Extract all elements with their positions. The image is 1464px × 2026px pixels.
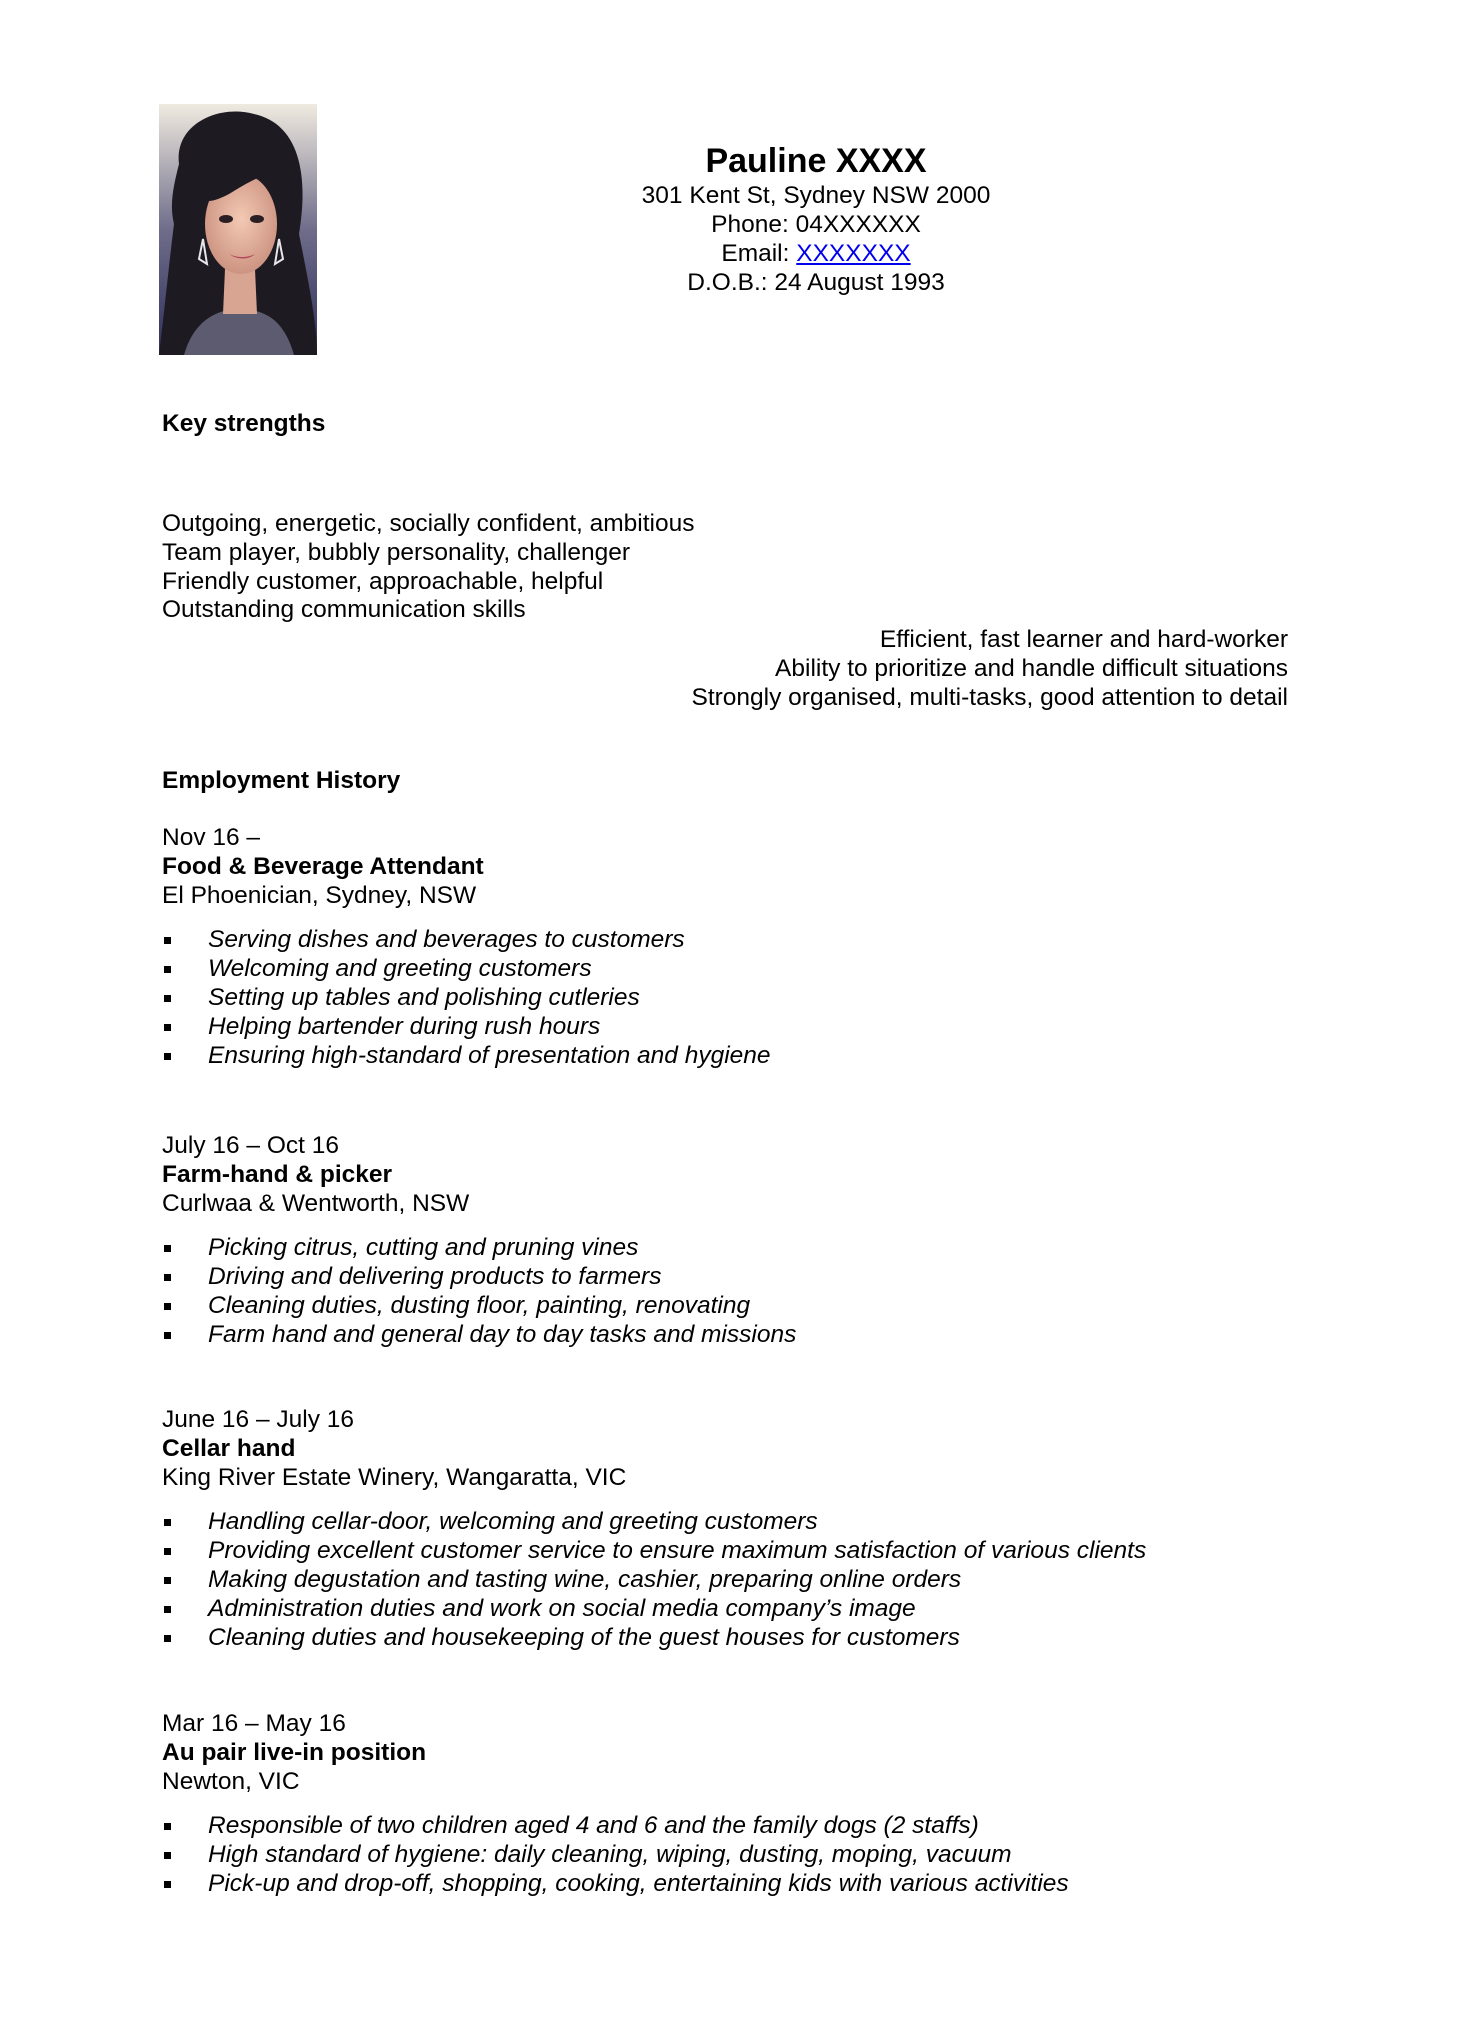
bullet-icon: [164, 937, 171, 944]
job-dates: June 16 – July 16: [162, 1406, 355, 1433]
duty-text: Helping bartender during rush hours: [208, 1012, 601, 1040]
bullet-icon: [164, 966, 171, 973]
strength-item: Outstanding communication skills: [162, 596, 526, 624]
email: [500, 240, 1132, 269]
strength-item: Strongly organised, multi-tasks, good attention to detail: [691, 683, 1288, 711]
duty-text: Picking citrus, cutting and pruning vines: [208, 1234, 639, 1262]
contact-header: [500, 140, 1132, 298]
job-title: Food & Beverage Attendant: [162, 852, 484, 880]
address: 301 Kent St, Sydney NSW 2000: [641, 182, 991, 209]
duty-text: High standard of hygiene: daily cleaning, wiping, dusting, moping, vacuum: [208, 1841, 1012, 1869]
duty-text: Ensuring high-standard of presentation and hygiene: [208, 1041, 771, 1069]
employment-history-heading: Employment History: [162, 767, 401, 794]
strength-item: Outgoing, energetic, socially confident, ambitious: [162, 510, 695, 537]
duty-item: [162, 955, 1282, 984]
job-dates: Nov 16 –: [162, 824, 261, 851]
duty-text: Responsible of two children aged 4 and 6 and the family dogs (2 staffs): [208, 1812, 979, 1840]
profile-photo: [159, 104, 317, 355]
bullet-icon: [164, 1245, 171, 1252]
key-strengths-heading: Key strengths: [162, 410, 326, 437]
job-title: Au pair live-in position: [162, 1738, 427, 1766]
bullet-icon: [164, 1852, 171, 1859]
duty-text: Cleaning duties, dusting floor, painting, renovating: [208, 1291, 751, 1319]
duty-item: [162, 926, 1282, 955]
bullet-icon: [164, 1274, 171, 1281]
job-entry: [162, 1710, 1282, 1899]
job-entry: [162, 1132, 1282, 1350]
strengths-right-list: [488, 626, 1288, 712]
date-of-birth: D.O.B.: 24 August 1993: [687, 269, 945, 296]
duty-item: [162, 1595, 1282, 1624]
email-link[interactable]: XXXXXXX: [796, 240, 911, 267]
job-location: King River Estate Winery, Wangaratta, VIC: [162, 1463, 627, 1491]
bullet-icon: [164, 1881, 171, 1888]
strength-item: Team player, bubbly personality, challenger: [162, 538, 631, 566]
duty-text: Making degustation and tasting wine, cashier, preparing online orders: [208, 1565, 962, 1593]
bullet-icon: [164, 1303, 171, 1310]
job-location: Newton, VIC: [162, 1767, 300, 1795]
job-duties: [162, 1508, 1282, 1652]
job-location: Curlwaa & Wentworth, NSW: [162, 1189, 470, 1217]
duty-item: [162, 1013, 1282, 1042]
bullet-icon: [164, 1519, 171, 1526]
duty-item: [162, 1841, 1282, 1870]
bullet-icon: [164, 1053, 171, 1060]
job-dates: July 16 – Oct 16: [162, 1132, 340, 1159]
email-label: Email:: [721, 240, 797, 267]
job-title: Cellar hand: [162, 1434, 296, 1462]
bullet-icon: [164, 1024, 171, 1031]
duty-item: [162, 1566, 1282, 1595]
bullet-icon: [164, 1606, 171, 1613]
bullet-icon: [164, 1548, 171, 1555]
bullet-icon: [164, 1332, 171, 1339]
job-location: El Phoenician, Sydney, NSW: [162, 881, 477, 909]
duty-item: [162, 1508, 1282, 1537]
duty-text: Providing excellent customer service to ensure maximum satisfaction of various clients: [208, 1537, 1147, 1565]
duty-item: [162, 984, 1282, 1013]
duty-text: Administration duties and work on social media company’s image: [208, 1594, 916, 1622]
strengths-left-list: [162, 510, 862, 625]
duty-text: Serving dishes and beverages to customers: [208, 926, 685, 954]
duty-text: Driving and delivering products to farmers: [208, 1263, 662, 1291]
duty-item: [162, 1321, 1282, 1350]
job-duties: [162, 1812, 1282, 1898]
duty-item: [162, 1812, 1282, 1841]
strength-item: Friendly customer, approachable, helpful: [162, 567, 604, 595]
duty-item: [162, 1042, 1282, 1071]
job-duties: [162, 1234, 1282, 1349]
bullet-icon: [164, 995, 171, 1002]
bullet-icon: [164, 1635, 171, 1642]
bullet-icon: [164, 1577, 171, 1584]
job-duties: [162, 926, 1282, 1070]
duty-item: [162, 1263, 1282, 1292]
strength-item: Efficient, fast learner and hard-worker: [879, 626, 1288, 653]
duty-text: Pick-up and drop-off, shopping, cooking, entertaining kids with various activities: [208, 1869, 1069, 1897]
strength-item: Ability to prioritize and handle difficult situations: [775, 654, 1288, 682]
duty-text: Handling cellar-door, welcoming and greeting customers: [208, 1508, 818, 1536]
phone: Phone: 04XXXXXX: [711, 211, 921, 238]
job-entry: [162, 824, 1282, 1070]
job-entry: [162, 1406, 1282, 1652]
candidate-name: Pauline XXXX: [705, 142, 927, 180]
duty-item: [162, 1624, 1282, 1653]
duty-text: Welcoming and greeting customers: [208, 955, 592, 983]
duty-item: [162, 1292, 1282, 1321]
job-title: Farm-hand & picker: [162, 1160, 393, 1188]
duty-item: [162, 1234, 1282, 1263]
duty-text: Cleaning duties and housekeeping of the guest houses for customers: [208, 1623, 960, 1651]
duty-text: Farm hand and general day to day tasks and missions: [208, 1320, 797, 1348]
duty-item: [162, 1537, 1282, 1566]
bullet-icon: [164, 1823, 171, 1830]
job-dates: Mar 16 – May 16: [162, 1710, 346, 1737]
duty-text: Setting up tables and polishing cutleries: [208, 983, 640, 1011]
duty-item: [162, 1870, 1282, 1899]
